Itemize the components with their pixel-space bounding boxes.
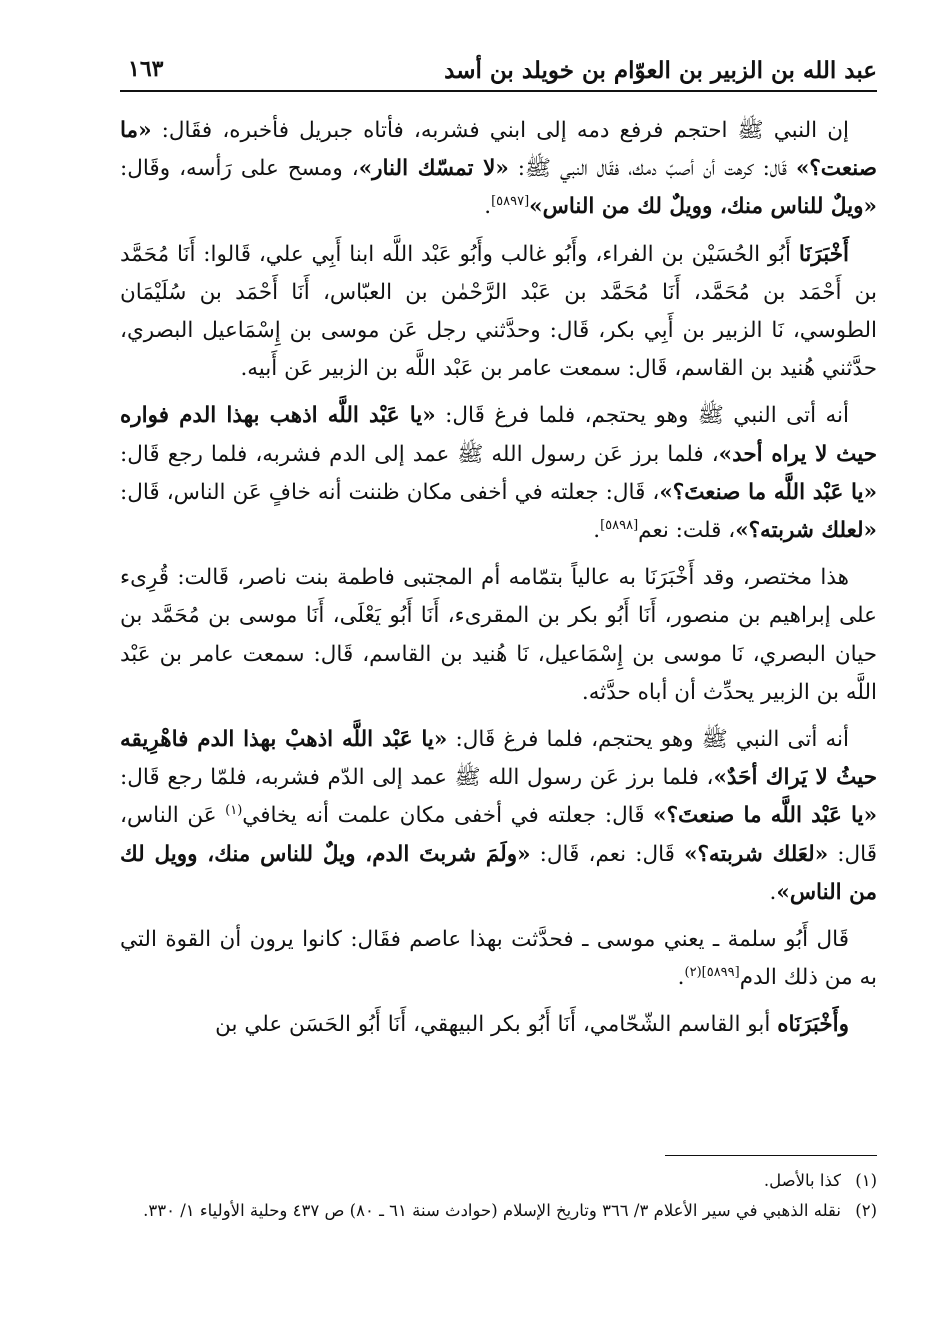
text-run: .	[593, 518, 601, 544]
paragraph	[120, 1006, 877, 1044]
text-run: قَال: نعم، قَال:	[530, 841, 685, 867]
text-run: أَبُو الحُسَيْن بن الفراء، وأَبُو غالب وأَبُو عَبْد اللَّه ابنا أَبِي علي، قَالوا: أَنَا مُحَمَّد بن أَحْمَد بن مُحَمَّد، أَنَا مُحَمَّد بن عَبْد الرَّحْمٰن بن العبّاس، أَنَا أَحْمَد بن سُلَيْمَان الطوسي، نَا الزبير بن أَبِي بكر، قَال: وحدَّثني رجل عَن موسى بن إِسْمَاعيل البصري، حدَّثني هُنيد بن القاسم، قَال: سمعت عامر بن عَبْد اللَّه بن الزبير عَن أَبيه.	[120, 241, 877, 382]
bold-text: «ولَمَ شربتَ الدم، ويلٌ للناس منك، وويل لك من الناس»	[120, 841, 877, 905]
footnote	[120, 1196, 877, 1226]
bold-text: وأَخْبَرَنَاه	[777, 1012, 849, 1038]
text-run: عَن الناس، قَال:	[120, 803, 877, 867]
text-run: هذا مختصر، وقد أَخْبَرَنَا به عالياً بتمّامه أم المجتبى فاطمة بنت ناصر، قَالت: قُرِىء على إبراهيم بن منصور، أَنَا أَبُو بكر بن المقرىء، أَنَا أَبُو يَعْلَى، أَنَا موسى بن مُحَمَّد بن حيان البصري، نَا موسى بن إِسْمَاعيل، نَا هُنيد بن القاسم، قَال: سمعت عامر بن عَبْد اللَّه بن الزبير يحدِّث أن أباه حدَّثه.	[120, 565, 877, 705]
text-run: أبو القاسم الشّحّامي، أَنَا أَبُو بكر البيهقي، أَنَا أَبُو الحَسَن علي بن	[215, 1012, 778, 1038]
paragraph	[120, 397, 877, 550]
bold-text: أَخْبَرَنَا	[798, 241, 849, 267]
bold-text: «لعلك شربته؟»	[735, 518, 877, 544]
paragraph	[120, 236, 877, 389]
footnotes	[120, 1166, 877, 1226]
bold-text: «ويلٌ للناس منك، وويلٌ لك من الناس»	[529, 194, 877, 220]
bold-text: «ما صنعت؟»	[120, 118, 878, 182]
page-header	[120, 40, 877, 92]
text-run: أنه أتى النبي ﷺ وهو يحتجم، فلما فرغ قَال:	[447, 727, 849, 753]
footnote-divider	[665, 1155, 877, 1156]
reference-marker: (١)	[225, 803, 243, 819]
text-run: قَال: جعلته في أخفى مكان علمت أنه يخافي	[242, 803, 654, 829]
page-number: ١٦٣	[128, 56, 164, 82]
main-text	[120, 112, 877, 1054]
text-run: إن النبي ﷺ احتجم فرفع دمه إلى ابني فشربه، فأتاه جبريل فأخبره، فقَال:	[151, 118, 849, 143]
footnote-text: نقله الذهبي في سير الأعلام ٣/ ٣٦٦ وتاريخ الإسلام (حوادث سنة ٦١ ـ ٨٠) ص ٤٣٧ وحلية الأولياء ١/ ٣٣٠.	[143, 1201, 841, 1220]
bold-text: «يا عَبْد اللَّه ما صنعتَ؟»	[659, 479, 878, 505]
text-run: قَال أَبُو سلمة ـ يعني موسى ـ فحدَّثت بهذا عاصم فقَال: كانوا يرون أن القوة التي به من ذلك الدم	[120, 927, 877, 991]
text-run: .	[677, 965, 685, 991]
reference-marker: [٥٨٩٧]	[491, 194, 530, 210]
text-run: أنه أتى النبي ﷺ وهو يحتجم، فلما فرغ قَال:	[435, 403, 849, 429]
text-run: .	[769, 879, 777, 905]
bold-text: «لا تمسّك النار»	[358, 156, 509, 182]
bold-text: «يا عَبْد اللَّه ما صنعتَ؟»	[653, 803, 878, 829]
text-run: ، قلت: نعم	[638, 518, 736, 544]
bold-text: «يا عَبْد اللَّه اذهب بهذا الدم فواره حيث لا يراه أحد»	[120, 403, 877, 467]
bold-text: «لعَلك شربته؟»	[684, 841, 829, 867]
running-title: عبد الله بن الزبير بن العوّام بن خويلد بن أسد	[444, 57, 877, 84]
text-run: ، فلما برز عَن رسول الله ﷺ عمد إلى الدّم فشربه، فلمّا رجع قَال:	[120, 765, 714, 791]
text-run: .	[484, 194, 492, 220]
reference-marker: (٢)[٥٨٩٩]	[684, 965, 740, 981]
footnote-mark: (٢)	[855, 1201, 877, 1220]
footnote-text: كذا بالأصل.	[763, 1171, 841, 1190]
footnote-mark: (١)	[855, 1171, 877, 1190]
bold-text: «يا عَبْد اللَّه اذهبْ بهذا الدم فاهْرِيقه حيثُ لا يَراك أحَدٌ»	[120, 727, 877, 791]
paragraph	[120, 921, 877, 997]
paragraph	[120, 559, 877, 712]
footnote	[120, 1166, 877, 1196]
paragraph	[120, 721, 877, 912]
text-run: ، قَال: جعلته في أخفى مكان ظننت أنه خافٍ عَن الناس، قَال:	[120, 479, 660, 505]
reference-marker: [٥٨٩٨]	[600, 517, 639, 533]
text-run: ، ومسح على رَأسه، وقَال:	[120, 156, 359, 182]
paragraph	[120, 112, 877, 227]
text-run: ، فلما برز عَن رسول الله ﷺ عمد إلى الدم فشربه، فلما رجع قَال:	[120, 441, 719, 467]
text-run: قَال: كرهت أن أصبّ دمك، فقَال النبي ﷺ:	[508, 156, 796, 182]
